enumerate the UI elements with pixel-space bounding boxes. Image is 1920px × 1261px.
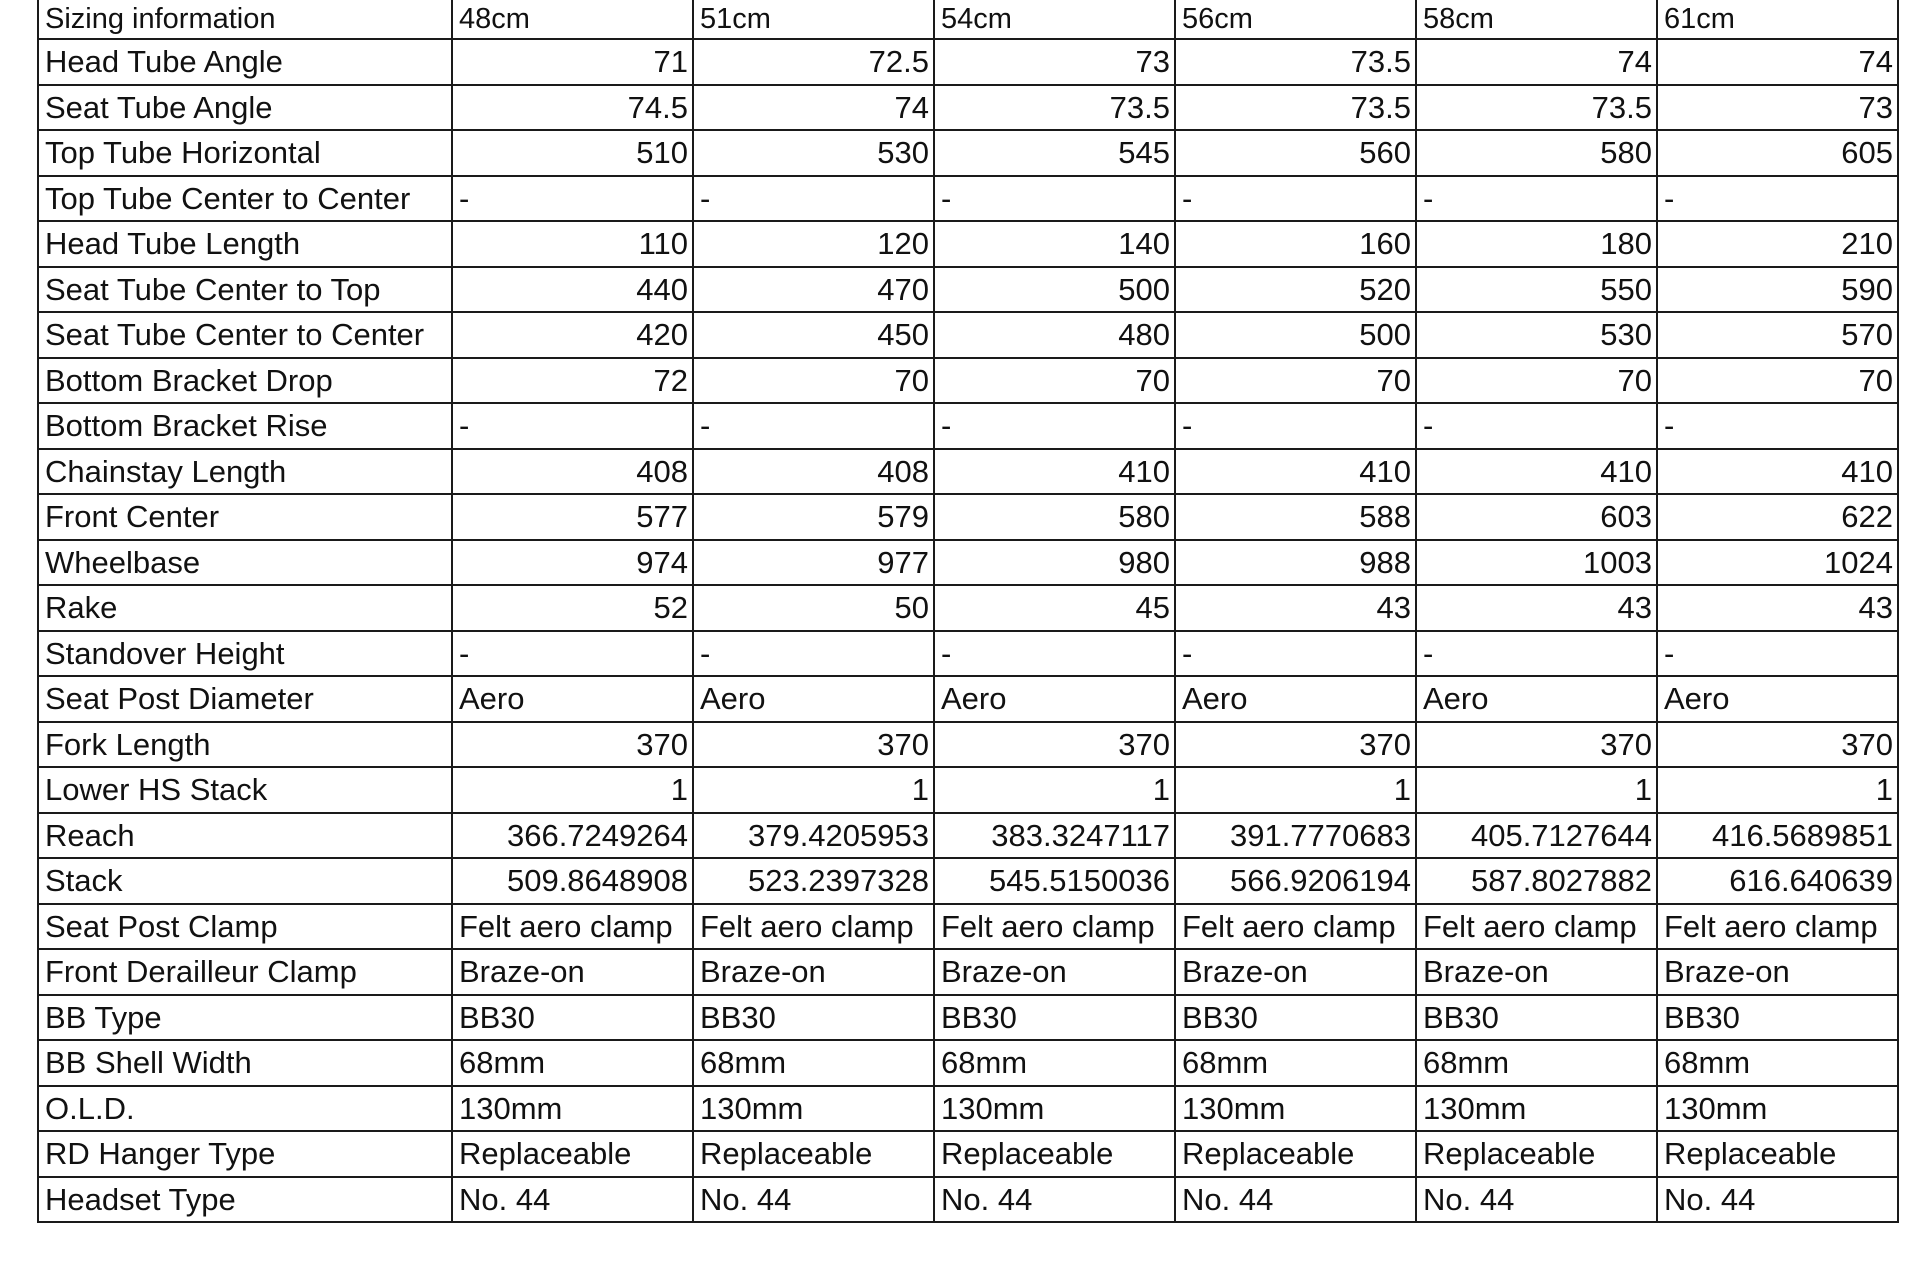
value-cell[interactable]: 45 [934,585,1175,631]
value-cell[interactable]: Felt aero clamp [452,904,693,950]
value-cell[interactable]: 408 [452,449,693,495]
value-cell[interactable]: 500 [934,267,1175,313]
value-cell[interactable]: 622 [1657,494,1898,540]
table-row [38,585,1898,631]
value-cell[interactable]: BB30 [1175,995,1416,1041]
header-row [38,0,1898,39]
value-cell[interactable]: Replaceable [934,1131,1175,1177]
value-cell[interactable]: 570 [1657,312,1898,358]
value-cell[interactable]: 1 [452,767,693,813]
value-cell[interactable]: Aero [693,676,934,722]
table-row [38,449,1898,495]
value-cell[interactable]: No. 44 [1657,1177,1898,1223]
size-header-cell[interactable]: 56cm [1175,0,1416,39]
row-label-cell[interactable]: O.L.D. [38,1086,452,1132]
value-cell[interactable]: 370 [1657,722,1898,768]
value-cell[interactable]: Replaceable [1657,1131,1898,1177]
value-cell[interactable]: Aero [1657,676,1898,722]
value-cell[interactable]: 1 [1416,767,1657,813]
row-label-cell[interactable]: Head Tube Length [38,221,452,267]
value-cell[interactable]: 530 [1416,312,1657,358]
value-cell[interactable]: No. 44 [1175,1177,1416,1223]
table-row [38,176,1898,222]
value-cell[interactable]: 73.5 [934,85,1175,131]
value-cell[interactable]: - [1657,631,1898,677]
value-cell[interactable]: 545.5150036 [934,858,1175,904]
value-cell[interactable]: 70 [693,358,934,404]
value-cell[interactable]: 130mm [1416,1086,1657,1132]
value-cell[interactable]: 530 [693,130,934,176]
value-cell[interactable]: Replaceable [1175,1131,1416,1177]
value-cell[interactable]: 603 [1416,494,1657,540]
value-cell[interactable]: 180 [1416,221,1657,267]
value-cell[interactable]: BB30 [1416,995,1657,1041]
table-row [38,221,1898,267]
table-row [38,631,1898,677]
value-cell[interactable]: 68mm [1175,1040,1416,1086]
value-cell[interactable]: 520 [1175,267,1416,313]
value-cell[interactable]: 370 [693,722,934,768]
value-cell[interactable]: 440 [452,267,693,313]
value-cell[interactable]: - [1657,403,1898,449]
value-cell[interactable]: Braze-on [1416,949,1657,995]
value-cell[interactable]: - [693,631,934,677]
value-cell[interactable]: 68mm [452,1040,693,1086]
value-cell[interactable]: 43 [1416,585,1657,631]
value-cell[interactable]: 140 [934,221,1175,267]
row-label-cell[interactable]: Seat Post Diameter [38,676,452,722]
value-cell[interactable]: - [934,403,1175,449]
row-label-cell[interactable]: RD Hanger Type [38,1131,452,1177]
value-cell[interactable]: 73.5 [1416,85,1657,131]
value-cell[interactable]: Felt aero clamp [1175,904,1416,950]
value-cell[interactable]: Felt aero clamp [693,904,934,950]
value-cell[interactable]: 71 [452,39,693,85]
value-cell[interactable]: - [452,176,693,222]
value-cell[interactable]: 509.8648908 [452,858,693,904]
value-cell[interactable]: Aero [1416,676,1657,722]
value-cell[interactable]: 1 [1175,767,1416,813]
size-header-cell[interactable]: 61cm [1657,0,1898,39]
value-cell[interactable]: 68mm [1416,1040,1657,1086]
row-label-cell[interactable]: Fork Length [38,722,452,768]
value-cell[interactable]: 68mm [934,1040,1175,1086]
value-cell[interactable]: 52 [452,585,693,631]
value-cell[interactable]: 379.4205953 [693,813,934,859]
table-row [38,1086,1898,1132]
value-cell[interactable]: Replaceable [1416,1131,1657,1177]
value-cell[interactable]: 130mm [1657,1086,1898,1132]
value-cell[interactable]: 405.7127644 [1416,813,1657,859]
value-cell[interactable]: Felt aero clamp [1657,904,1898,950]
value-cell[interactable]: - [934,176,1175,222]
row-label-cell[interactable]: Standover Height [38,631,452,677]
geometry-sheet [37,0,1897,1223]
row-label-cell[interactable]: Headset Type [38,1177,452,1223]
row-label-cell[interactable]: Seat Tube Center to Top [38,267,452,313]
value-cell[interactable]: 1 [693,767,934,813]
table-row [38,39,1898,85]
value-cell[interactable]: 580 [1416,130,1657,176]
size-header-cell[interactable]: 51cm [693,0,934,39]
row-label-cell[interactable]: Bottom Bracket Rise [38,403,452,449]
value-cell[interactable]: 587.8027882 [1416,858,1657,904]
value-cell[interactable]: 605 [1657,130,1898,176]
value-cell[interactable]: 130mm [452,1086,693,1132]
value-cell[interactable]: Replaceable [693,1131,934,1177]
row-label-cell[interactable]: BB Shell Width [38,1040,452,1086]
table-row [38,949,1898,995]
row-label-cell[interactable]: Seat Post Clamp [38,904,452,950]
row-label-cell[interactable]: Chainstay Length [38,449,452,495]
row-label-cell[interactable]: Seat Tube Center to Center [38,312,452,358]
value-cell[interactable]: 410 [1657,449,1898,495]
value-cell[interactable]: 73 [934,39,1175,85]
value-cell[interactable]: 74.5 [452,85,693,131]
value-cell[interactable]: 523.2397328 [693,858,934,904]
value-cell[interactable]: - [1416,403,1657,449]
value-cell[interactable]: 43 [1175,585,1416,631]
value-cell[interactable]: - [934,631,1175,677]
value-cell[interactable]: - [693,403,934,449]
value-cell[interactable]: 383.3247117 [934,813,1175,859]
value-cell[interactable]: 579 [693,494,934,540]
row-label-cell[interactable]: Front Center [38,494,452,540]
value-cell[interactable]: 73.5 [1175,85,1416,131]
table-row [38,722,1898,768]
value-cell[interactable]: 410 [1416,449,1657,495]
table-row [38,267,1898,313]
value-cell[interactable]: 580 [934,494,1175,540]
value-cell[interactable]: BB30 [693,995,934,1041]
value-cell[interactable]: 74 [1657,39,1898,85]
value-cell[interactable]: 1 [1657,767,1898,813]
row-label-cell[interactable]: Rake [38,585,452,631]
value-cell[interactable]: 73 [1657,85,1898,131]
value-cell[interactable]: 391.7770683 [1175,813,1416,859]
value-cell[interactable]: 577 [452,494,693,540]
table-row [38,494,1898,540]
value-cell[interactable]: 120 [693,221,934,267]
value-cell[interactable]: Braze-on [1657,949,1898,995]
value-cell[interactable]: 1024 [1657,540,1898,586]
value-cell[interactable]: - [1657,176,1898,222]
value-cell[interactable]: 410 [1175,449,1416,495]
value-cell[interactable]: Braze-on [934,949,1175,995]
value-cell[interactable]: No. 44 [452,1177,693,1223]
value-cell[interactable]: 410 [934,449,1175,495]
value-cell[interactable]: 50 [693,585,934,631]
value-cell[interactable]: Aero [934,676,1175,722]
value-cell[interactable]: BB30 [934,995,1175,1041]
value-cell[interactable]: 130mm [1175,1086,1416,1132]
table-row [38,767,1898,813]
row-label-cell[interactable]: Stack [38,858,452,904]
value-cell[interactable]: No. 44 [1416,1177,1657,1223]
row-label-cell[interactable]: Reach [38,813,452,859]
value-cell[interactable]: 70 [1657,358,1898,404]
value-cell[interactable]: 370 [1416,722,1657,768]
value-cell[interactable]: BB30 [1657,995,1898,1041]
value-cell[interactable]: 450 [693,312,934,358]
value-cell[interactable]: 510 [452,130,693,176]
geometry-table-body [38,0,1898,1222]
value-cell[interactable]: 68mm [693,1040,934,1086]
value-cell[interactable]: Braze-on [693,949,934,995]
value-cell[interactable]: Braze-on [452,949,693,995]
size-header-cell[interactable]: 58cm [1416,0,1657,39]
row-label-cell[interactable]: Wheelbase [38,540,452,586]
value-cell[interactable]: 74 [693,85,934,131]
value-cell[interactable]: 616.640639 [1657,858,1898,904]
value-cell[interactable]: No. 44 [934,1177,1175,1223]
value-cell[interactable]: - [1175,403,1416,449]
value-cell[interactable]: 366.7249264 [452,813,693,859]
value-cell[interactable]: 588 [1175,494,1416,540]
value-cell[interactable]: Felt aero clamp [934,904,1175,950]
table-row [38,130,1898,176]
table-row [38,1177,1898,1223]
table-row [38,904,1898,950]
value-cell[interactable]: 977 [693,540,934,586]
value-cell[interactable]: 408 [693,449,934,495]
value-cell[interactable]: 480 [934,312,1175,358]
table-row [38,676,1898,722]
table-row [38,1040,1898,1086]
value-cell[interactable]: 70 [1175,358,1416,404]
value-cell[interactable]: - [1175,176,1416,222]
row-label-cell[interactable]: Lower HS Stack [38,767,452,813]
value-cell[interactable]: - [693,176,934,222]
value-cell[interactable]: 210 [1657,221,1898,267]
value-cell[interactable]: - [1416,176,1657,222]
value-cell[interactable]: 72 [452,358,693,404]
value-cell[interactable]: - [1416,631,1657,677]
table-row [38,85,1898,131]
header-label-cell[interactable]: Sizing information [38,0,452,39]
value-cell[interactable]: - [1175,631,1416,677]
table-row [38,312,1898,358]
value-cell[interactable]: 470 [693,267,934,313]
value-cell[interactable]: 160 [1175,221,1416,267]
value-cell[interactable]: 500 [1175,312,1416,358]
table-row [38,995,1898,1041]
value-cell[interactable]: Felt aero clamp [1416,904,1657,950]
value-cell[interactable]: 130mm [934,1086,1175,1132]
table-row [38,403,1898,449]
value-cell[interactable]: 43 [1657,585,1898,631]
value-cell[interactable]: 420 [452,312,693,358]
value-cell[interactable]: 980 [934,540,1175,586]
table-row [38,358,1898,404]
geometry-table [37,0,1899,1223]
value-cell[interactable]: Replaceable [452,1131,693,1177]
value-cell[interactable]: 74 [1416,39,1657,85]
row-label-cell[interactable]: Top Tube Center to Center [38,176,452,222]
row-label-cell[interactable]: Seat Tube Angle [38,85,452,131]
value-cell[interactable]: 130mm [693,1086,934,1132]
size-header-cell[interactable]: 48cm [452,0,693,39]
value-cell[interactable]: 110 [452,221,693,267]
value-cell[interactable]: 370 [1175,722,1416,768]
value-cell[interactable]: BB30 [452,995,693,1041]
value-cell[interactable]: 416.5689851 [1657,813,1898,859]
row-label-cell[interactable]: Bottom Bracket Drop [38,358,452,404]
value-cell[interactable]: No. 44 [693,1177,934,1223]
table-row [38,858,1898,904]
value-cell[interactable]: 70 [934,358,1175,404]
value-cell[interactable]: 70 [1416,358,1657,404]
value-cell[interactable]: 590 [1657,267,1898,313]
value-cell[interactable]: 370 [452,722,693,768]
value-cell[interactable]: 370 [934,722,1175,768]
table-row [38,1131,1898,1177]
value-cell[interactable]: 1 [934,767,1175,813]
value-cell[interactable]: - [452,403,693,449]
row-label-cell[interactable]: Front Derailleur Clamp [38,949,452,995]
value-cell[interactable]: - [452,631,693,677]
value-cell[interactable]: 1003 [1416,540,1657,586]
value-cell[interactable]: 72.5 [693,39,934,85]
value-cell[interactable]: 974 [452,540,693,586]
table-row [38,540,1898,586]
value-cell[interactable]: 68mm [1657,1040,1898,1086]
value-cell[interactable]: Aero [1175,676,1416,722]
value-cell[interactable]: 566.9206194 [1175,858,1416,904]
value-cell[interactable]: 560 [1175,130,1416,176]
row-label-cell[interactable]: Head Tube Angle [38,39,452,85]
value-cell[interactable]: 988 [1175,540,1416,586]
size-header-cell[interactable]: 54cm [934,0,1175,39]
table-row [38,813,1898,859]
value-cell[interactable]: Aero [452,676,693,722]
row-label-cell[interactable]: Top Tube Horizontal [38,130,452,176]
value-cell[interactable]: 545 [934,130,1175,176]
row-label-cell[interactable]: BB Type [38,995,452,1041]
value-cell[interactable]: 550 [1416,267,1657,313]
value-cell[interactable]: Braze-on [1175,949,1416,995]
value-cell[interactable]: 73.5 [1175,39,1416,85]
